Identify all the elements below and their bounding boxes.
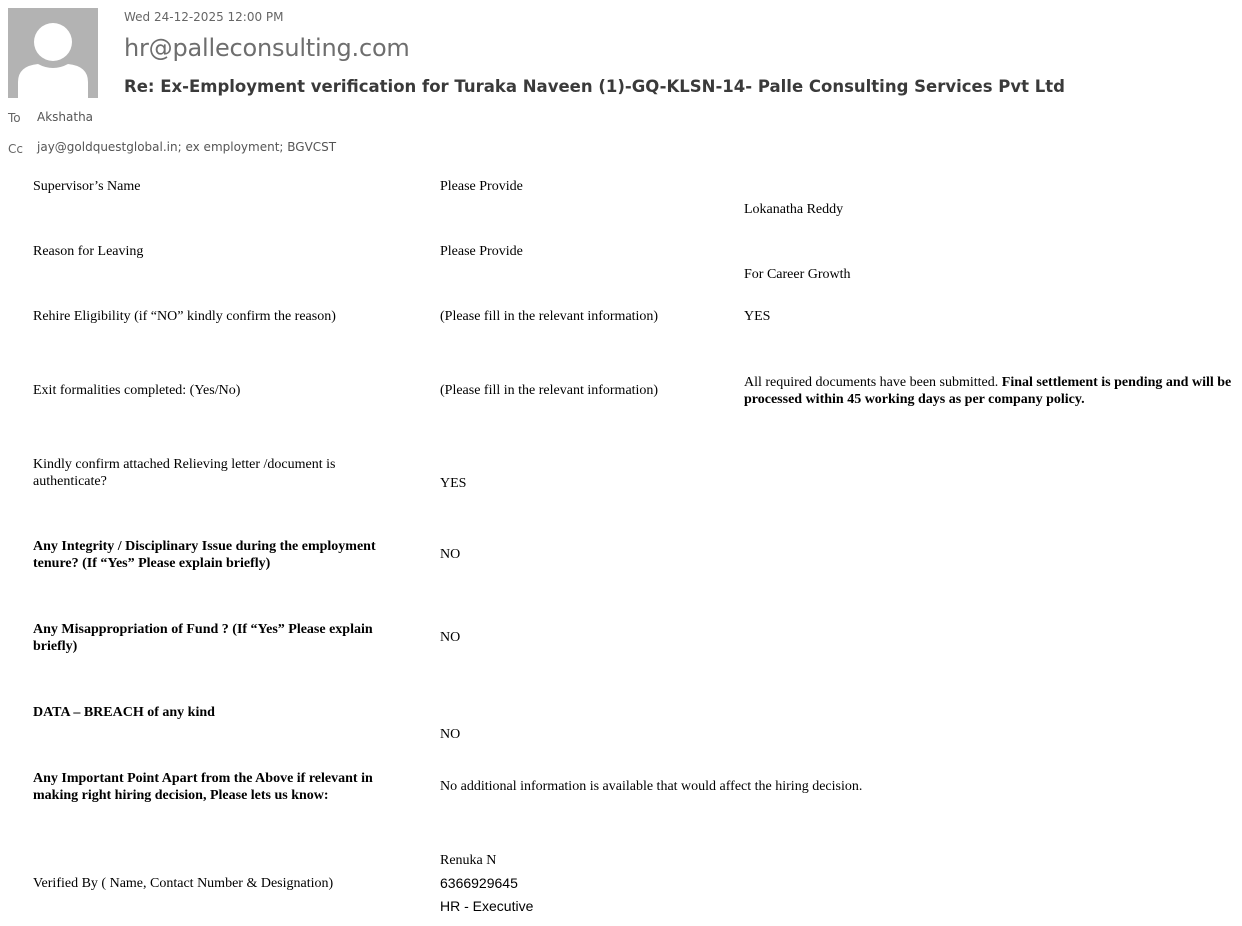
sender-address[interactable]: hr@palleconsulting.com — [124, 34, 410, 62]
important-label: Any Important Point Apart from the Above if relevant in making right hiring decision, Please lets us know: — [33, 771, 373, 803]
rehire-response: YES — [744, 309, 771, 324]
reason-request: Please Provide — [440, 244, 523, 259]
email-date: Wed 24-12-2025 12:00 PM — [124, 10, 284, 24]
integrity-label: Any Integrity / Disciplinary Issue during the employment tenure? (If “Yes” Please explain briefly) — [33, 539, 376, 571]
verified-label: Verified By ( Name, Contact Number & Designation) — [33, 876, 334, 891]
fund-label: Any Misappropriation of Fund ? (If “Yes” Please explain briefly) — [33, 622, 373, 654]
rehire-label: Rehire Eligibility (if “NO” kindly confirm the reason) — [33, 309, 336, 324]
reason-label: Reason for Leaving — [33, 244, 144, 259]
relieving-response: YES — [440, 476, 467, 491]
cc-label: Cc — [8, 142, 23, 156]
to-label: To — [8, 111, 21, 125]
reason-response: For Career Growth — [744, 267, 851, 282]
relieving-label: Kindly confirm attached Relieving letter /document is authenticate? — [33, 457, 336, 489]
verifier-phone: 6366929645 — [440, 875, 518, 891]
verifier-name: Renuka N — [440, 853, 497, 868]
supervisor-response: Lokanatha Reddy — [744, 202, 844, 217]
cc-recipients[interactable]: jay@goldquestglobal.in; ex employment; BGVCST — [37, 140, 337, 154]
supervisor-label: Supervisor’s Name — [33, 179, 141, 194]
email-subject: Re: Ex-Employment verification for Turaka Naveen (1)-GQ-KLSN-14- Palle Consulting Services Pvt Ltd — [124, 77, 1065, 96]
data-breach-label: DATA – BREACH of any kind — [33, 705, 215, 720]
supervisor-request: Please Provide — [440, 179, 523, 194]
rehire-request: (Please fill in the relevant information) — [440, 309, 659, 324]
fund-response: NO — [440, 630, 461, 645]
exit-request: (Please fill in the relevant information) — [440, 383, 659, 398]
exit-response-text: All required documents have been submitted. — [744, 375, 1002, 390]
to-recipient[interactable]: Akshatha — [37, 110, 94, 124]
exit-response-bold: Final settlement is pending and will be processed within 45 working days as per company policy. — [744, 375, 1232, 407]
sender-avatar — [8, 8, 98, 98]
important-response: No additional information is available that would affect the hiring decision. — [440, 779, 863, 794]
data-breach-response: NO — [440, 727, 461, 742]
person-icon — [8, 8, 98, 98]
integrity-response: NO — [440, 547, 461, 562]
verifier-designation: HR - Executive — [440, 898, 534, 914]
exit-label: Exit formalities completed: (Yes/No) — [33, 383, 241, 398]
exit-response — [744, 374, 1240, 408]
